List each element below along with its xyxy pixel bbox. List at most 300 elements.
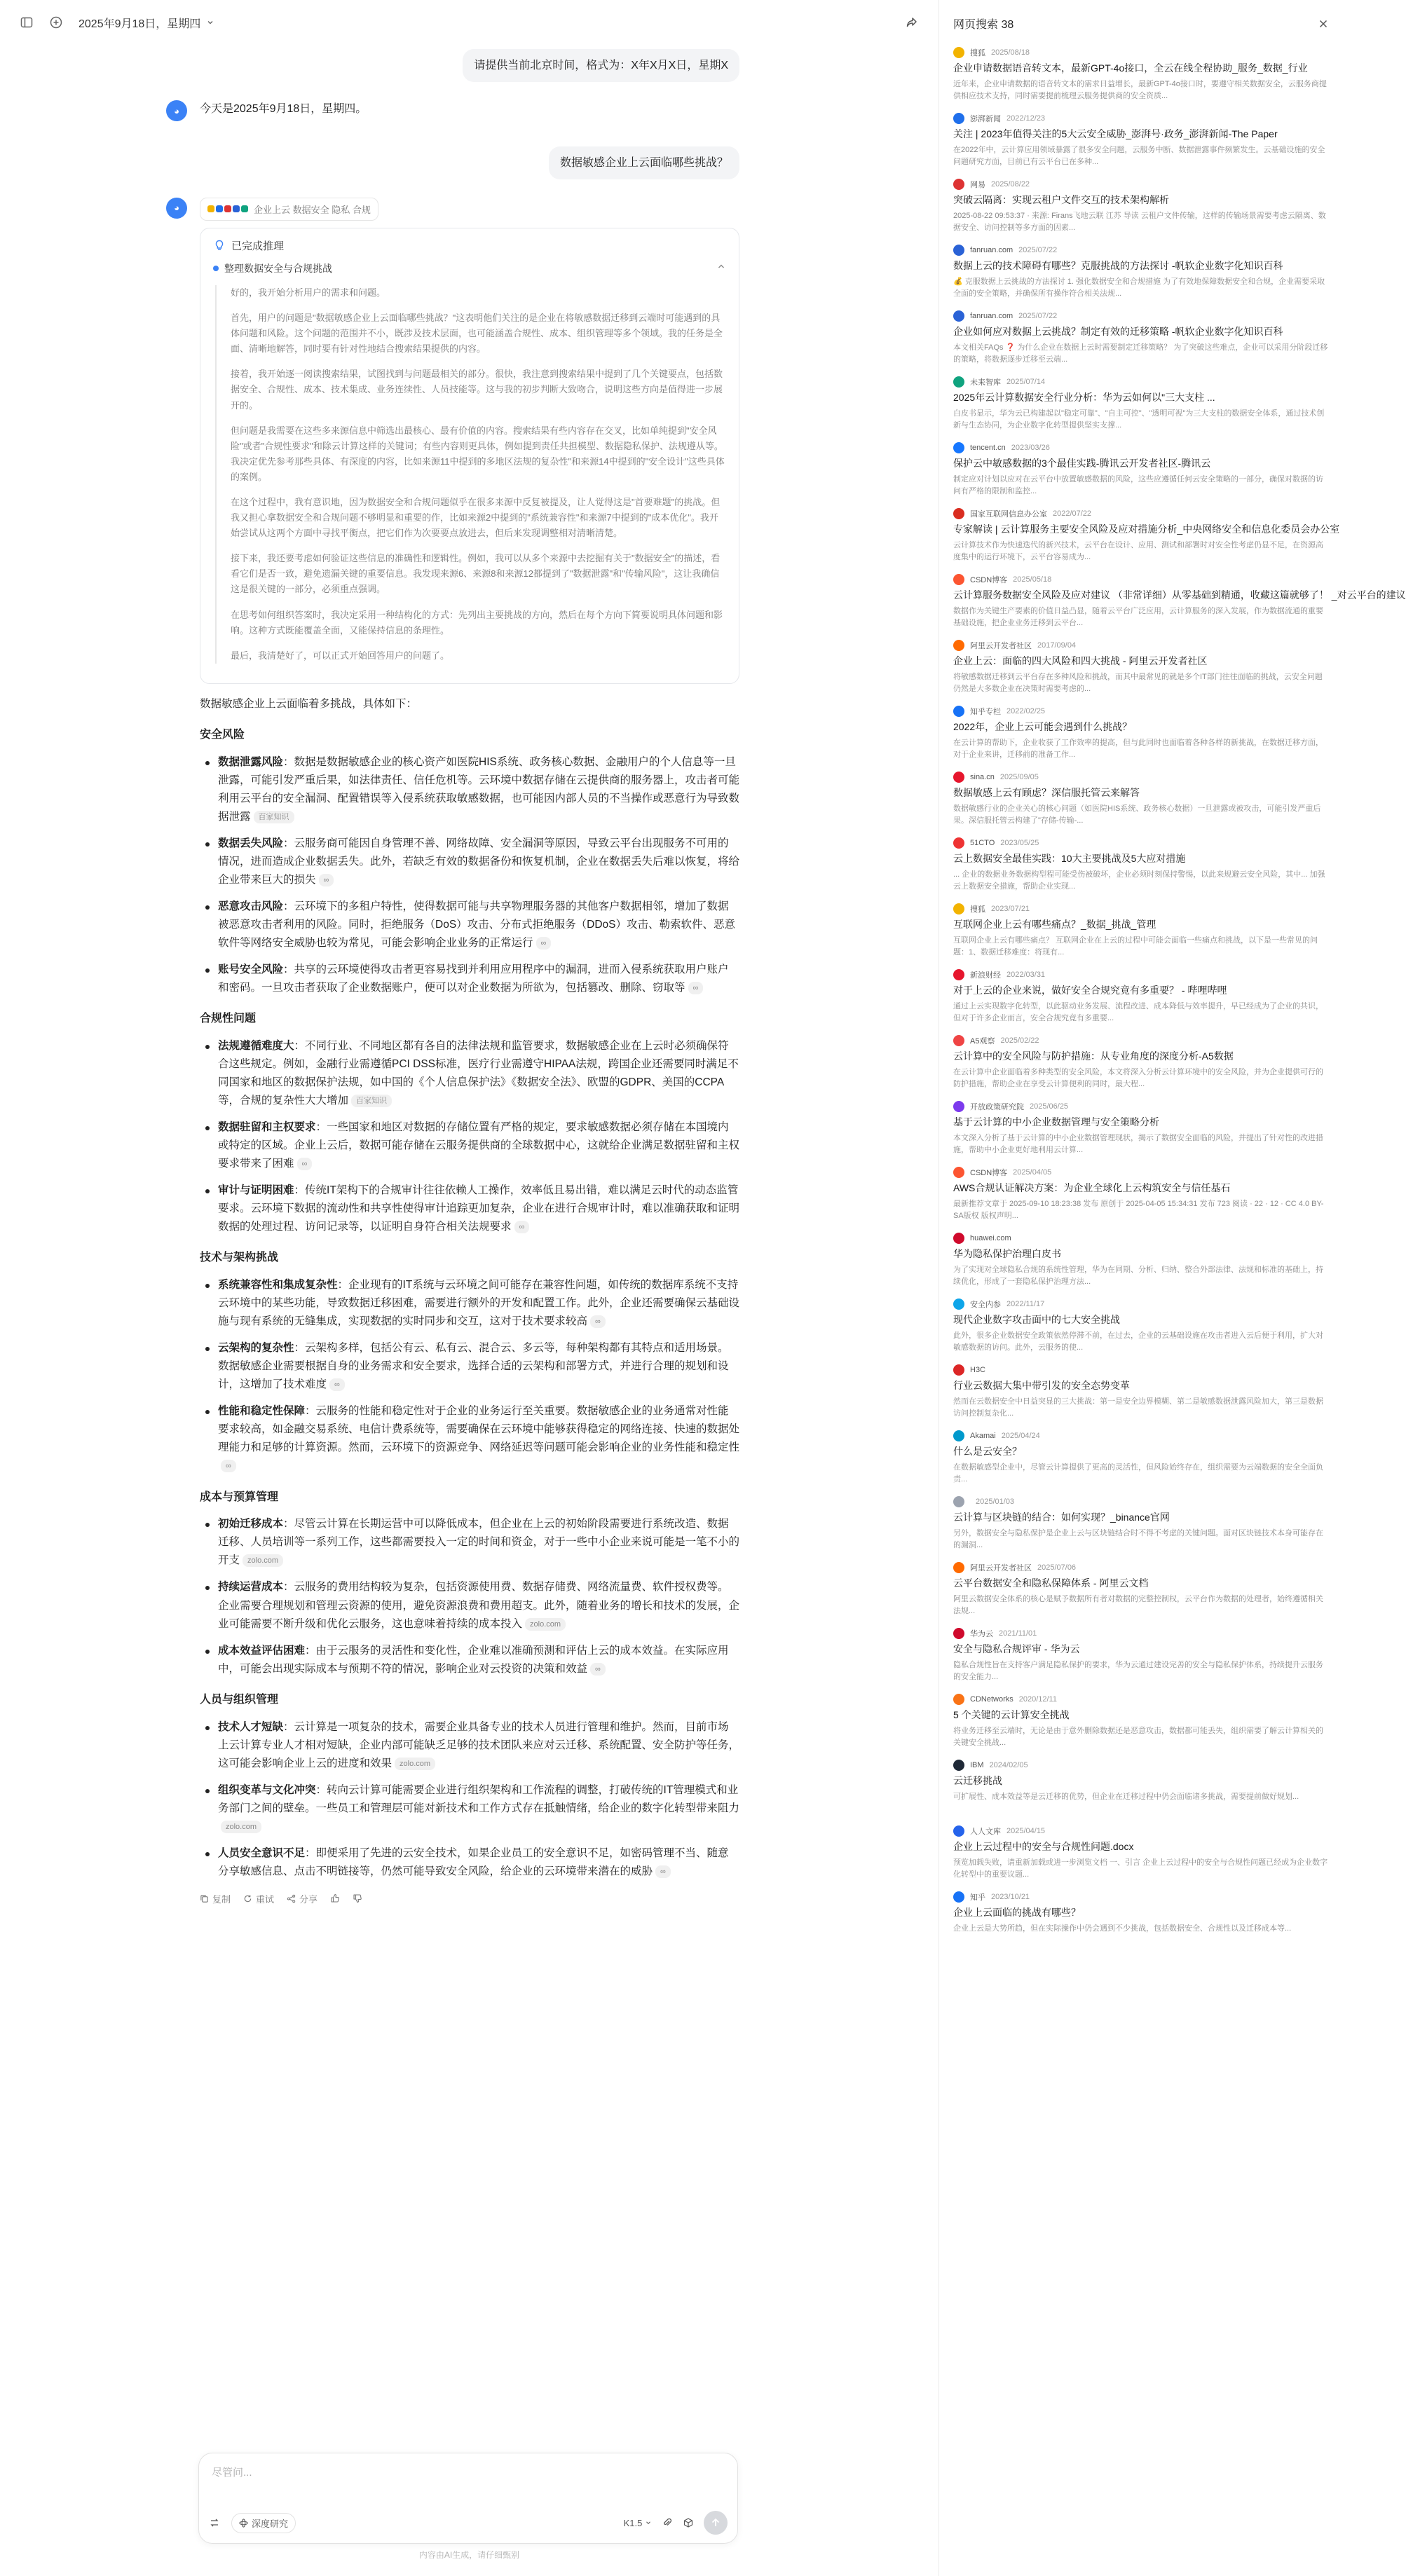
reasoning-paragraph: 在这个过程中，我有意识地，因为数据安全和合规问题似乎在很多来源中反复被提及，让人觉得这是"首要难题"的挑战。但我又担心拿数据安全和合规问题不够明显和重要的作，比如来源2中提到的"系统兼容性"和来源7中提到的"成本优化"。我开始尝试从这两个方面中寻找平衡点，把它们作为次要要点放进去，但后来发现调整相对清晰清楚。 xyxy=(231,497,721,539)
answer-item-term: 技术人才短缺 xyxy=(218,1720,284,1733)
citation-badge[interactable]: zolo.com xyxy=(243,1554,283,1567)
search-result-item[interactable] xyxy=(939,766,1346,832)
result-source xyxy=(953,1299,1329,1310)
search-result-item[interactable] xyxy=(939,1293,1346,1359)
result-site: 未来智库 xyxy=(970,378,1001,387)
result-snippet: 在云计算中企业面临着多种类型的安全风险，本文将深入分析云计算环境中的安全风险，并为企业提供可行的防护措施，帮助企业在享受云计算便利的同时，最大程... xyxy=(953,1067,1323,1088)
search-result-item[interactable] xyxy=(939,437,1346,502)
answer-list-item xyxy=(200,1578,739,1633)
result-date: 2025/07/22 xyxy=(1018,312,1058,320)
model-label: K1.5 xyxy=(623,2517,643,2528)
result-snippet: 本文深入分析了基于云计算的中小企业数据管理现状，揭示了数据安全面临的风险，并提出了针对性的改进措施，帮助中小企业更好地利用云计算... xyxy=(953,1133,1323,1154)
share-icon[interactable] xyxy=(905,15,919,29)
result-date: 2023/05/25 xyxy=(1000,839,1039,847)
result-title[interactable]: 云计算中的安全风险与防护措施：从专业角度的深度分析-A5数据 xyxy=(953,1050,1234,1062)
result-title[interactable]: 数据上云的技术障碍有哪些？克服挑战的方法探讨 -帆软企业数字化知识百科 xyxy=(953,260,1283,271)
result-site: sina.cn xyxy=(970,773,995,781)
result-title[interactable]: 关注 | 2023年值得关注的5大云安全威胁_澎湃号·政务_澎湃新闻-The Paper xyxy=(953,128,1278,139)
answer-section-heading: 人员与组织管理 xyxy=(200,1693,279,1706)
message-thread xyxy=(174,49,740,1905)
user-message-bubble: 请提供当前北京时间，格式为：X年X月X日，星期X xyxy=(463,49,739,82)
answer-item-term: 成本效益评估困难 xyxy=(218,1644,306,1657)
result-title[interactable]: 安全与隐私合规评审 - 华为云 xyxy=(953,1643,1080,1654)
thumbs-down-icon[interactable] xyxy=(353,1893,362,1903)
answer-item-text: ：共享的云环境使得攻击者更容易找到并利用应用程序中的漏洞，进而入侵系统获取用户账户和密码。一旦攻击者获取了企业数据账户，便可以对企业数据为所欲为，包括篡改、删除、窃取等 xyxy=(218,964,729,994)
result-snippet: 企业上云是大势所趋，但在实际操作中仍会遇到不少挑战，包括数据安全、合规性以及迁移成本等... xyxy=(953,1924,1292,1933)
step-dot-icon xyxy=(213,266,219,271)
reasoning-paragraph: 但问题是我需要在这些多来源信息中筛选出最核心、最有价值的内容。搜索结果有些内容存在交叉，比如单纯提到"安全风险"或者"合规性要求"和除云计算这样的关键词；有些内容则更具体，例如提到责任共担模型、数据隐私保护、法规遵从等。我决定优先参考那些具体、有深度的内容，比如来源11中提到的多地区法规的复杂性"和来源14中提到的"安全设计"这些具体的案例。 xyxy=(231,425,725,482)
result-source xyxy=(953,772,1329,783)
site-favicon-icon xyxy=(953,376,964,388)
result-date: 2025/02/22 xyxy=(1000,1036,1039,1045)
answer-item-term: 系统兼容性和集成复杂性 xyxy=(218,1279,338,1292)
result-snippet: 互联网企业上云有哪些痛点？ 互联网企业在上云的过程中可能会面临一些痛点和挑战，以下是一些常见的问题：1、数据迁移难度：将现有... xyxy=(953,936,1318,957)
search-result-item[interactable] xyxy=(939,502,1346,568)
message-composer xyxy=(198,2453,738,2544)
result-site: H3C xyxy=(970,1366,986,1374)
search-result-item[interactable] xyxy=(939,1886,1346,1952)
answer-item-text: ：转向云计算可能需要企业进行组织架构和工作流程的调整，打破传统的IT管理模式和业务部门之间的壁垒。一些员工和管理层可能对新技术和工作方式存在抵触情绪，给企业的数字化转型带来阻力 xyxy=(218,1783,740,1814)
search-result-item[interactable] xyxy=(939,173,1346,239)
answer-item-text: ：云服务的费用结构较为复杂，包括资源使用费、数据存储费、网络流量费、软件授权费等。企业需要合理规划和管理云资源的使用，避免资源浪费和费用超支。此外，随着业务的增长和技术的发展，企业可能需要不断升级和优化云服务，这也意味着持续的成本投入 xyxy=(218,1581,740,1630)
result-source xyxy=(953,1035,1329,1046)
search-result-item[interactable] xyxy=(939,1359,1346,1425)
search-result-item[interactable] xyxy=(939,700,1346,766)
sources-chip-label: 企业上云 数据安全 隐私 合规 xyxy=(254,204,371,215)
result-source xyxy=(953,376,1329,388)
search-result-item[interactable] xyxy=(939,305,1346,371)
citation-badge[interactable]: ∞ xyxy=(590,1663,606,1676)
result-site: CSDN博客 xyxy=(970,576,1008,584)
citation-badge[interactable]: ∞ xyxy=(590,1315,606,1328)
site-favicon-icon xyxy=(953,1891,964,1903)
retry-button[interactable] xyxy=(243,1892,274,1905)
search-result-item[interactable] xyxy=(939,568,1406,634)
site-favicon-icon xyxy=(953,1299,964,1310)
answer-body xyxy=(200,695,739,1881)
result-snippet: 💰 克服数据上云挑战的方法探讨 1. 强化数据安全和合规措施 为了有效地保障数据安全和合规，企业需要采取全面的安全策略，并确保所有操作符合相关法规... xyxy=(953,277,1325,298)
result-site: 人人文库 xyxy=(970,1828,1001,1836)
answer-list-item xyxy=(200,1276,739,1331)
search-result-item[interactable] xyxy=(939,1227,1346,1293)
site-favicon-icon xyxy=(953,1364,964,1376)
search-result-item[interactable] xyxy=(939,1820,1346,1886)
result-source xyxy=(953,706,1329,717)
search-result-item[interactable] xyxy=(939,898,1346,964)
answer-list xyxy=(200,1037,739,1236)
copy-button[interactable] xyxy=(200,1892,231,1905)
answer-list-item xyxy=(200,1037,739,1110)
answer-list-item xyxy=(200,835,739,889)
result-source xyxy=(953,442,1329,453)
result-snippet: 近年来，企业申请数据的语音转文本的需求日益增长，最新GPT-4o接口时，要遵守相关数据安全，云服务商提供相应技术支持，同时需要提前梳理云服务提供商的安全资质... xyxy=(953,79,1327,100)
user-message xyxy=(200,49,739,82)
site-favicon-icon xyxy=(953,508,964,519)
arrow-up-icon xyxy=(710,2517,721,2528)
result-site: 新浪财经 xyxy=(970,971,1001,980)
result-title[interactable]: 云计算与区块链的结合：如何实现？_binance官网 xyxy=(953,1512,1170,1523)
search-result-item[interactable] xyxy=(939,41,1346,107)
result-title[interactable]: 企业申请数据语音转文本，最新GPT-4o接口，全云在线全程协助_服务_数据_行业 xyxy=(953,62,1308,74)
reasoning-paragraph: 最后，我清楚好了，可以正式开始回答用户的问题了。 xyxy=(231,650,450,661)
reasoning-status: 已完成推理 xyxy=(231,240,285,252)
panel-header xyxy=(939,0,1346,41)
deep-research-button[interactable] xyxy=(231,2513,296,2533)
result-snippet: 将敏感数据迁移到云平台存在多种风险和挑战，而其中最常见的就是多个IT部门往往面临的挑战，云安全问题仍然是大多数企业在决策时需要考虑的... xyxy=(953,672,1323,693)
result-source xyxy=(953,969,1329,980)
result-snippet: 在云计算的帮助下，企业收获了工作效率的提高，但与此同时也面临着各种各样的新挑战，在数据迁移方面，对于企业来讲，迁移前的准备工作... xyxy=(953,738,1323,759)
result-title[interactable]: 现代企业数字攻击面中的七大安全挑战 xyxy=(953,1314,1120,1325)
assistant-message xyxy=(174,100,739,118)
search-result-item[interactable] xyxy=(939,634,1346,700)
result-source xyxy=(953,1233,1329,1244)
result-date: 2025/07/06 xyxy=(1037,1563,1077,1572)
refresh-icon xyxy=(243,1894,252,1903)
new-chat-icon[interactable] xyxy=(49,15,63,29)
search-result-item[interactable] xyxy=(939,1491,1346,1556)
assistant-message-text: 今天是2025年9月18日，星期四。 xyxy=(200,103,367,116)
result-site: CSDN博客 xyxy=(970,1169,1008,1177)
toggle-tools-icon[interactable] xyxy=(209,2517,220,2528)
search-result-item[interactable] xyxy=(939,1095,1346,1161)
result-source xyxy=(953,640,1329,651)
retry-label: 重试 xyxy=(256,1893,275,1905)
share-label: 分享 xyxy=(299,1893,318,1905)
sidebar-toggle-icon[interactable] xyxy=(20,15,34,29)
citation-badge[interactable]: zolo.com xyxy=(395,1758,435,1770)
site-favicon-icon xyxy=(953,1760,964,1771)
user-message xyxy=(200,146,739,179)
answer-list-item xyxy=(200,1642,739,1678)
site-favicon-icon xyxy=(953,1694,964,1705)
source-favicons-icon xyxy=(207,205,248,212)
chevron-down-icon xyxy=(645,2519,652,2526)
result-source xyxy=(953,245,1329,256)
sources-chip[interactable] xyxy=(200,198,378,221)
site-favicon-icon xyxy=(953,1825,964,1837)
answer-item-term: 数据丢失风险 xyxy=(218,837,284,849)
result-source xyxy=(953,310,1329,322)
conversation-title-dropdown[interactable] xyxy=(79,15,214,31)
assistant-message xyxy=(174,198,740,1905)
search-result-item[interactable] xyxy=(939,1029,1346,1095)
result-snippet: ... 企业的数据业务数据构型程可能受伤被破坏，企业必须时刻保持警惕，以此来规避云安全风险，其中... 加强云上数据安全措施，帮助企业实现... xyxy=(953,870,1325,891)
assistant-avatar: ◕ xyxy=(166,198,187,219)
composer-input[interactable]: 尽管问... xyxy=(212,2467,252,2479)
result-source xyxy=(953,179,1329,190)
result-site: 网易 xyxy=(970,181,985,189)
result-snippet: 在数据敏感型企业中，尽管云计算提供了更高的灵活性，但风险始终存在，组织需要为云端数据的安全全面负责... xyxy=(953,1462,1323,1484)
site-favicon-icon xyxy=(953,310,964,322)
result-title[interactable]: 保护云中敏感数据的3个最佳实践-腾讯云开发者社区-腾讯云 xyxy=(953,458,1211,469)
answer-list-item xyxy=(200,898,739,952)
answer-item-text: ：云架构多样，包括公有云、私有云、混合云、多云等，每种架构都有其特点和适用场景。数据敏感企业需要根据自身的业务需求和安全要求，选择合适的云架构和部署方式，并进行合理的规划和设计，这增加了技术难度 xyxy=(218,1342,729,1391)
site-favicon-icon xyxy=(953,574,964,585)
lightbulb-icon xyxy=(213,239,226,252)
site-favicon-icon xyxy=(953,1562,964,1573)
result-date: 2025/07/14 xyxy=(1006,378,1046,386)
site-favicon-icon xyxy=(953,1101,964,1112)
answer-section-heading: 技术与架构挑战 xyxy=(200,1252,279,1264)
answer-section-heading: 合规性问题 xyxy=(200,1013,257,1025)
site-favicon-icon xyxy=(953,113,964,124)
result-date: 2025/04/15 xyxy=(1006,1827,1046,1835)
answer-list-item xyxy=(200,1181,739,1236)
reasoning-header[interactable] xyxy=(213,238,726,253)
result-title[interactable]: 数据敏感上云有顾虑？深信服托管云来解答 xyxy=(953,787,1140,798)
web-search-panel xyxy=(939,0,1406,2576)
result-date: 2023/03/26 xyxy=(1011,444,1050,452)
answer-list-item xyxy=(200,1781,739,1836)
send-button[interactable] xyxy=(704,2511,728,2535)
result-snippet: 将业务迁移至云端时，无论是由于意外删除数据还是恶意攻击，数据都可能丢失，组织需要了解云计算相关的关键安全挑战... xyxy=(953,1726,1323,1747)
result-source xyxy=(953,1891,1329,1903)
result-source xyxy=(953,1430,1329,1441)
answer-item-term: 组织变革与文化冲突 xyxy=(218,1783,316,1796)
answer-list-item xyxy=(200,1118,739,1173)
result-source xyxy=(953,1101,1329,1112)
result-source xyxy=(953,574,1329,585)
answer-item-text: ：不同行业、不同地区都有各自的法律法规和监管要求，数据敏感企业在上云时必须确保符合这些规定。例如，金融行业需遵循PCI DSS标准，医疗行业需遵守HIPAA法规，跨国企业还需要同时满足不同国家和地区的数据保护法规，如中国的《个人信息保护法》《数据安全法》、欧盟的GDPR、美国的CCPA等，合规的复杂性大大增加 xyxy=(218,1040,739,1107)
result-snippet: 最新推荐文章于 2025-09-10 18:23:38 发布 原创于 2025-04-05 15:34:31 发布 723 阅读 · 22 · 12 · CC 4.0 BY-SA版权 版权声明... xyxy=(953,1199,1324,1220)
answer-item-term: 数据驻留和主权要求 xyxy=(218,1121,316,1134)
result-title[interactable]: 突破云隔离：实现云租户文件交互的技术架构解析 xyxy=(953,194,1169,205)
search-result-item[interactable] xyxy=(939,107,1346,173)
site-favicon-icon xyxy=(953,245,964,256)
result-date: 2023/10/21 xyxy=(991,1893,1030,1901)
citation-badge[interactable]: zolo.com xyxy=(525,1618,566,1631)
result-title[interactable]: 云迁移挑战 xyxy=(953,1775,1002,1786)
answer-list-item xyxy=(200,1718,739,1773)
search-result-item[interactable] xyxy=(939,1425,1346,1491)
attach-icon[interactable] xyxy=(662,2517,673,2528)
copy-icon xyxy=(200,1894,209,1903)
result-date: 2023/07/21 xyxy=(991,905,1030,913)
composer-right-tools xyxy=(624,2511,728,2535)
result-date: 2022/03/31 xyxy=(1006,971,1046,979)
result-site: tencent.cn xyxy=(970,444,1006,452)
answer-item-text: ：云服务商可能因自身管理不善、网络故障、安全漏洞等原因，导致云平台出现服务不可用的情况，进而造成企业数据丢失。此外，若缺乏有效的数据备份和恢复机制，企业在数据丢失后难以恢复，将给企业带来巨大的损失 xyxy=(218,837,740,886)
result-title[interactable]: 专家解读 | 云计算服务主要安全风险及应对措施分析_中央网络安全和信息化委员会办公室 xyxy=(953,523,1340,535)
answer-item-term: 初始迁移成本 xyxy=(218,1518,284,1530)
answer-item-text: ：企业现有的IT系统与云环境之间可能存在兼容性问题，如传统的数据库系统不支持云环境中的某些功能，导致数据迁移困难，需要进行额外的开发和配置工作。此外，企业还需要确保云基础设施与现有系统的无缝集成，实现数据的实时同步和交互，这对于技术要求较高 xyxy=(218,1279,740,1328)
answer-sections xyxy=(200,726,739,1881)
result-title[interactable]: 对于上云的企业来说，做好安全合规究竟有多重要？ - 哔哩哔哩 xyxy=(953,985,1227,996)
answer-list xyxy=(200,753,739,997)
answer-item-text: ：云计算是一项复杂的技术，需要企业具备专业的技术人员进行管理和维护。然而，目前市场上云计算专业人才相对短缺，企业内部可能缺乏足够的技术团队来应对云迁移、系统配置、安全防护等任务，这可能会影响企业上云的进度和效果 xyxy=(218,1720,740,1769)
result-site: fanruan.com xyxy=(970,312,1013,320)
answer-list xyxy=(200,1276,739,1475)
answer-list-item xyxy=(200,1339,739,1394)
answer-item-term: 性能和稳定性保障 xyxy=(218,1405,306,1418)
assistant-avatar: ◕ xyxy=(166,100,187,121)
citation-badge[interactable]: ∞ xyxy=(536,937,552,950)
site-favicon-icon xyxy=(953,706,964,717)
share-icon xyxy=(287,1894,296,1903)
answer-list-item xyxy=(200,1402,739,1475)
result-snippet: 在2022年中，云计算应用领域暴露了很多安全问题，云服务中断、数据泄露事件频繁发生。云基础设施的安全问题研究方面，目前已有云平台已在多种... xyxy=(953,145,1325,166)
result-title[interactable]: 企业如何应对数据上云挑战？制定有效的迁移策略 -帆软企业数字化知识百科 xyxy=(953,326,1283,337)
site-favicon-icon xyxy=(953,772,964,783)
result-date: 2021/11/01 xyxy=(999,1629,1037,1638)
answer-item-text: ：云环境下的多租户特性，使得数据可能与共享物理服务器的其他客户数据相邻，增加了数据被恶意攻击者利用的风险。同时，拒绝服务（DoS）攻击、分布式拒绝服务（DDoS）攻击、勒索软件、恶意软件等网络安全威胁也较为常见，可能会影响企业业务的正常运行 xyxy=(218,900,736,950)
result-source xyxy=(953,1167,1329,1178)
result-title[interactable]: 云上数据安全最佳实践：10大主要挑战及5大应对措施 xyxy=(953,853,1186,864)
result-source xyxy=(953,508,1329,519)
reasoning-paragraph: 好的，我开始分析用户的需求和问题。 xyxy=(231,287,386,298)
result-title[interactable]: 华为隐私保护治理白皮书 xyxy=(953,1248,1061,1259)
citation-badge[interactable]: ∞ xyxy=(319,874,334,886)
answer-list xyxy=(200,1515,739,1678)
citation-badge[interactable]: ∞ xyxy=(655,1865,671,1878)
result-snippet: 2025-08-22 09:53:37 · 来源: Firans飞地云联 江苏 导读 云租户文件传输，这样的传输场景需要考虑云隔离、数据安全、访问控制等多方面的因素... xyxy=(953,211,1326,232)
result-site: huawei.com xyxy=(970,1234,1011,1242)
search-result-item[interactable] xyxy=(939,1622,1346,1688)
result-snippet: 预览加载失败，请重新加载或进一步浏览文档 一、引言 企业上云过程中的安全与合规性问题已经成为企业数字化转型中的重要议题... xyxy=(953,1858,1328,1879)
answer-item-text: ：由于云服务的灵活性和变化性，企业难以准确预测和评估上云的成本效益。在实际应用中，可能会出现实际成本与预期不符的情况，影响企业对云投资的决策和效益 xyxy=(218,1644,729,1675)
result-title[interactable]: 基于云计算的中小企业数据管理与安全策略分析 xyxy=(953,1116,1159,1128)
result-title[interactable]: 行业云数据大集中带引发的安全态势变革 xyxy=(953,1380,1130,1391)
share-button[interactable] xyxy=(287,1892,318,1905)
answer-item-term: 恶意攻击风险 xyxy=(218,900,284,912)
reasoning-paragraph: 接下来，我还要考虑如何验证这些信息的准确性和逻辑性。例如，我可以从多个来源中去挖掘有关于"数据安全"的描述，看看它们是否一致，避免遗漏关键的重要信息。我发现来源6、来源8和来源12都提到了"数据泄露"和"传输风险"，这让我确信这是很关键的一部分，必须重点强调。 xyxy=(231,553,721,595)
search-result-item[interactable] xyxy=(939,239,1346,305)
result-site: IBM xyxy=(970,1761,984,1769)
result-title[interactable]: 云计算服务数据安全风险及应对建议 （非常详细）从零基础到精通，收藏这篇就够了！ _对云平台的建议 xyxy=(953,589,1406,601)
site-favicon-icon xyxy=(953,1628,964,1639)
search-result-item[interactable] xyxy=(939,1161,1346,1227)
search-result-item[interactable] xyxy=(939,832,1346,898)
result-source xyxy=(953,1364,1329,1376)
result-date: 2025/08/18 xyxy=(991,48,1030,57)
result-source xyxy=(953,1760,1329,1771)
result-source xyxy=(953,903,1329,914)
result-title[interactable]: 企业上云过程中的安全与合规性问题.docx xyxy=(953,1841,1134,1852)
result-source xyxy=(953,837,1329,849)
citation-badge[interactable]: ∞ xyxy=(514,1221,530,1233)
result-site: 搜狐 xyxy=(970,905,985,914)
search-result-item[interactable] xyxy=(939,1556,1346,1622)
result-date: 2025/01/03 xyxy=(976,1498,1015,1506)
model-selector[interactable] xyxy=(624,2518,652,2528)
answer-section-heading: 安全风险 xyxy=(200,728,245,741)
result-date: 2022/02/25 xyxy=(1006,707,1046,715)
result-title[interactable]: 2025年云计算数据安全行业分析：华为云如何以"三大支柱 ... xyxy=(953,392,1215,403)
citation-badge[interactable]: 百家知识 xyxy=(254,811,294,823)
answer-list-item xyxy=(200,1515,739,1570)
site-favicon-icon xyxy=(953,903,964,914)
result-title[interactable]: 5 个关键的云计算安全挑战 xyxy=(953,1709,1070,1720)
reasoning-step[interactable] xyxy=(213,261,726,275)
result-date: 2022/12/23 xyxy=(1006,114,1046,123)
reasoning-step-label: 整理数据安全与合规挑战 xyxy=(224,262,332,274)
reasoning-paragraph: 接着，我开始逐一阅读搜索结果，试图找到与问题最相关的部分。很快，我注意到搜索结果中提到了几个关键要点，包括数据安全、合规性、成本、技术集成、业务连续性、人员技能等。这与我的初步判断大致吻合，说明这些方向是值得进一步展开的。 xyxy=(231,369,723,411)
search-result-item[interactable] xyxy=(939,371,1346,437)
result-date: 2025/06/25 xyxy=(1030,1102,1069,1111)
site-favicon-icon xyxy=(953,1430,964,1441)
result-source xyxy=(953,1628,1329,1639)
answer-item-term: 账号安全风险 xyxy=(218,964,284,976)
answer-item-term: 持续运营成本 xyxy=(218,1581,284,1594)
result-source xyxy=(953,113,1329,124)
deep-research-label: 深度研究 xyxy=(252,2518,289,2529)
chevron-down-icon xyxy=(206,18,214,27)
site-favicon-icon xyxy=(953,179,964,190)
answer-item-text: ：数据是数据敏感企业的核心资产如医院HIS系统、政务核心数据、金融用户的个人信息等一旦泄露，可能引发严重后果，如法律责任、信任危机等。云环境中数据存储在云提供商的服务器上，攻击者可能利用云平台的安全漏洞、配置错误等入侵系统获取敏感数据，也可能因内部人员的不当操作或恶意行为导致数据泄露 xyxy=(218,755,740,823)
result-title[interactable]: AWS合规认证解决方案：为企业全球化上云构筑安全与信任基石 xyxy=(953,1182,1231,1193)
result-date: 2025/08/22 xyxy=(991,180,1030,189)
result-snippet: 可扩展性、成本效益等是云迁移的优势，但企业在迁移过程中仍会面临诸多挑战，需要提前做好规划... xyxy=(953,1792,1299,1801)
answer-item-term: 云架构的复杂性 xyxy=(218,1342,294,1355)
answer-item-text: ：即便采用了先进的云安全技术，如果企业员工的安全意识不足，如密码管理不当、随意分享敏感信息、点击不明链接等，仍然可能导致安全风险，给企业的云环境带来潜在的威胁 xyxy=(218,1847,729,1877)
result-title[interactable]: 互联网企业上云有哪些痛点？_数据_挑战_管理 xyxy=(953,919,1156,930)
citation-badge[interactable]: ∞ xyxy=(688,982,704,994)
result-title[interactable]: 企业上云面临的挑战有哪些？ xyxy=(953,1907,1081,1918)
composer-toolbar xyxy=(209,2511,728,2535)
answer-section-heading: 成本与预算管理 xyxy=(200,1491,279,1503)
search-result-item[interactable] xyxy=(939,964,1346,1029)
site-favicon-icon xyxy=(953,1167,964,1178)
result-source xyxy=(953,1562,1329,1573)
answer-list-item xyxy=(200,1844,739,1881)
result-snippet: 隐私合规性旨在支持客户满足隐私保护的要求，华为云通过建设完善的安全与隐私保护体系，持续提升云服务的安全能力... xyxy=(953,1660,1323,1681)
result-title[interactable]: 什么是云安全？ xyxy=(953,1446,1022,1457)
answer-item-text: ：一些国家和地区对数据的存储位置有严格的规定，要求敏感数据必须存储在本国境内或特定的区域。企业上云后，数据可能存储在云服务提供商的全球数据中心，这就给企业满足数据驻留和主权要求带来了困难 xyxy=(218,1121,740,1170)
atom-icon xyxy=(239,2519,248,2528)
result-site: fanruan.com xyxy=(970,246,1013,254)
result-date: 2025/09/05 xyxy=(999,773,1039,781)
result-title[interactable]: 云平台数据安全和隐私保障体系 - 阿里云文档 xyxy=(953,1577,1149,1589)
result-snippet: 白皮书显示，华为云已构建起以"稳定可靠"、"自主可控"、"透明可视"为三大支柱的数据安全体系，通过技术创新与生态协同，为企业数字化转型提供坚实支撑... xyxy=(953,409,1325,430)
result-site: 阿里云开发者社区 xyxy=(970,642,1032,650)
result-site: 国家互联网信息办公室 xyxy=(970,510,1047,519)
site-favicon-icon xyxy=(953,1035,964,1046)
cube-icon[interactable] xyxy=(683,2517,694,2528)
close-icon[interactable] xyxy=(1318,18,1329,29)
thumbs-up-icon[interactable] xyxy=(330,1893,340,1903)
citation-badge[interactable]: ∞ xyxy=(221,1460,236,1472)
result-snippet: 阿里云数据安全体系的核心是赋予数据所有者对数据的完整控制权，云平台作为数据的处理者，始终遵循相关法规... xyxy=(953,1594,1323,1615)
top-bar xyxy=(0,0,939,45)
result-snippet: 云计算技术作为快速迭代的新兴技术，云平台在设计、应用、测试和部署时对安全性考虑仍显不足，在资源高度集中的运行环境下，云平台容易成为... xyxy=(953,540,1323,561)
citation-badge[interactable]: ∞ xyxy=(297,1158,313,1170)
result-date: 2022/11/17 xyxy=(1006,1300,1045,1308)
search-result-item[interactable] xyxy=(939,1688,1346,1754)
result-snippet: 然而在云数据安全中日益突显的三大挑战：第一是安全边界模糊、第二是敏感数据泄露风险加大，第三是数据访问控制复杂化... xyxy=(953,1397,1323,1418)
chevron-up-icon[interactable] xyxy=(716,261,726,271)
search-result-item[interactable] xyxy=(939,1754,1346,1820)
reasoning-panel xyxy=(200,228,739,684)
panel-title: 网页搜索 38 xyxy=(953,19,1014,31)
site-favicon-icon xyxy=(953,640,964,651)
site-favicon-icon xyxy=(953,969,964,980)
result-snippet: 数据敏感行业的企业关心的核心问题（如医院HIS系统、政务核心数据）一旦泄露或被攻击，可能引发严重后果。深信服托管云构建了"存储-传输-... xyxy=(953,804,1321,825)
result-site: 华为云 xyxy=(970,1630,993,1638)
citation-badge[interactable]: zolo.com xyxy=(221,1821,261,1833)
result-site: 阿里云开发者社区 xyxy=(970,1564,1032,1573)
answer-item-text: ：云服务的性能和稳定性对于企业的业务运行至关重要。数据敏感企业的业务通常对性能要求较高，如金融交易系统、电信计费系统等，需要确保在云环境中能够获得稳定的网络连接、快速的数据处理能力和足够的计算资源。然而，云环境下的资源竞争、网络延迟等问题可能会影响企业的业务性能和稳定性 xyxy=(218,1405,740,1454)
citation-badge[interactable]: 百家知识 xyxy=(351,1095,392,1107)
result-snippet: 另外，数据安全与隐私保护是企业上云与区块链结合时不得不考虑的关键问题。面对区块链技术本身可能存在的漏洞... xyxy=(953,1528,1323,1549)
result-title[interactable]: 企业上云：面临的四大风险和四大挑战 - 阿里云开发者社区 xyxy=(953,655,1208,666)
result-snippet: 此外，很多企业数据安全政策依然停滞不前，在过去，企业的云基础设施在攻击者进入云后便于利用，扩大对敏感数据的访问。此外，云服务的使... xyxy=(953,1331,1323,1352)
result-source xyxy=(953,47,1329,58)
result-title[interactable]: 2022年，企业上云可能会遇到什么挑战？ xyxy=(953,721,1133,732)
result-site: Akamai xyxy=(970,1432,996,1440)
answer-list-item xyxy=(200,961,739,997)
result-site: 知乎专栏 xyxy=(970,708,1001,716)
citation-badge[interactable]: ∞ xyxy=(329,1378,345,1391)
